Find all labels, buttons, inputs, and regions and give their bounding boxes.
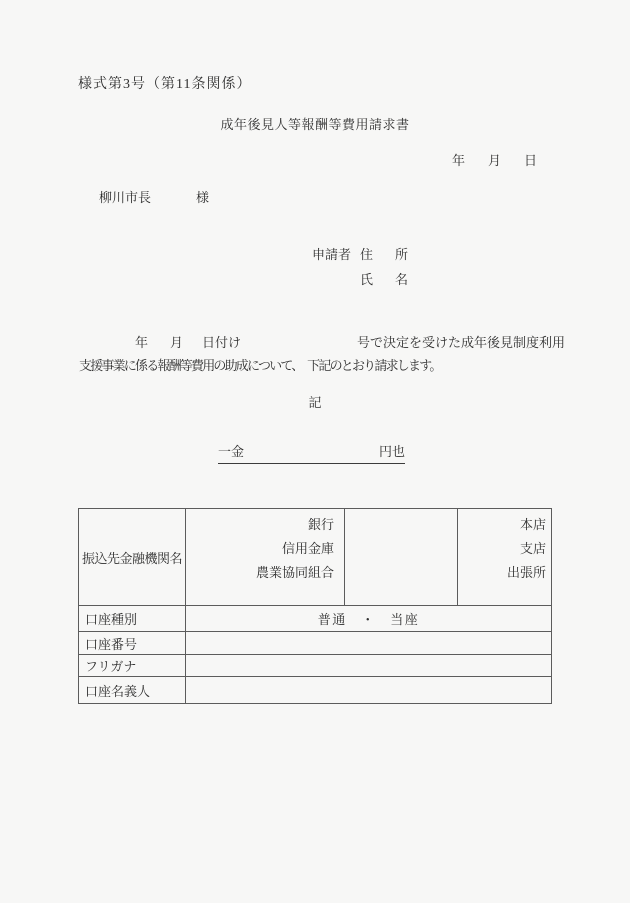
- bank-table: [78, 508, 552, 704]
- account-number-label: 口座番号: [79, 632, 186, 655]
- account-type-value: 普通 ・ 当座: [186, 606, 551, 632]
- account-holder-label: 口座名義人: [79, 677, 186, 703]
- addressee-honorific: 様: [196, 190, 210, 205]
- amount-line: [218, 441, 405, 464]
- date-day-label: 日: [523, 153, 537, 168]
- institution-type-agri-coop: 農業協同組合: [255, 565, 334, 580]
- addressee-name: 柳川市長: [99, 190, 152, 205]
- institution-type-options: [186, 509, 345, 606]
- addressee-line: [99, 191, 209, 206]
- branch-type-options: [458, 509, 551, 606]
- amount-prefix: 一金: [218, 444, 245, 459]
- amount-suffix: 円也: [378, 444, 405, 459]
- applicant-address-label: 住 所: [360, 247, 413, 262]
- branch-type-branch: 支店: [519, 541, 546, 556]
- body-request-text: 支援事業に係る報酬等費用の助成について、 下記のとおり請求します。: [79, 358, 441, 373]
- furigana-value: [186, 655, 551, 677]
- body-year-label: 年: [135, 335, 149, 350]
- body-month-label: 月: [170, 335, 184, 350]
- institution-type-credit-union: 信用金庫: [281, 541, 334, 556]
- body-day-label: 日付け: [202, 335, 242, 350]
- institution-name-blank-cell: [345, 509, 458, 606]
- date-line: [452, 154, 537, 169]
- applicant-line: [312, 248, 413, 263]
- date-month-label: 月: [487, 153, 501, 168]
- applicant-label: 申請者: [312, 247, 352, 262]
- record-marker: 記: [308, 395, 322, 410]
- document-title: 成年後見人等報酬等費用請求書: [220, 117, 410, 132]
- applicant-name-label: 氏 名: [360, 272, 413, 287]
- furigana-label: フリガナ: [79, 655, 186, 677]
- account-number-value: [186, 632, 551, 655]
- body-decision-text: 号で決定を受けた成年後見制度利用: [357, 335, 566, 350]
- date-year-label: 年: [452, 153, 466, 168]
- account-type-label: 口座種別: [79, 606, 186, 632]
- account-holder-value: [186, 677, 551, 703]
- branch-type-sub-branch: 出張所: [506, 565, 546, 580]
- institution-row-label: 振込先金融機関名: [79, 509, 186, 606]
- branch-type-head-office: 本店: [519, 517, 546, 532]
- institution-type-bank: 銀行: [307, 517, 334, 532]
- form-number: 様式第3号（第11条関係）: [78, 77, 252, 92]
